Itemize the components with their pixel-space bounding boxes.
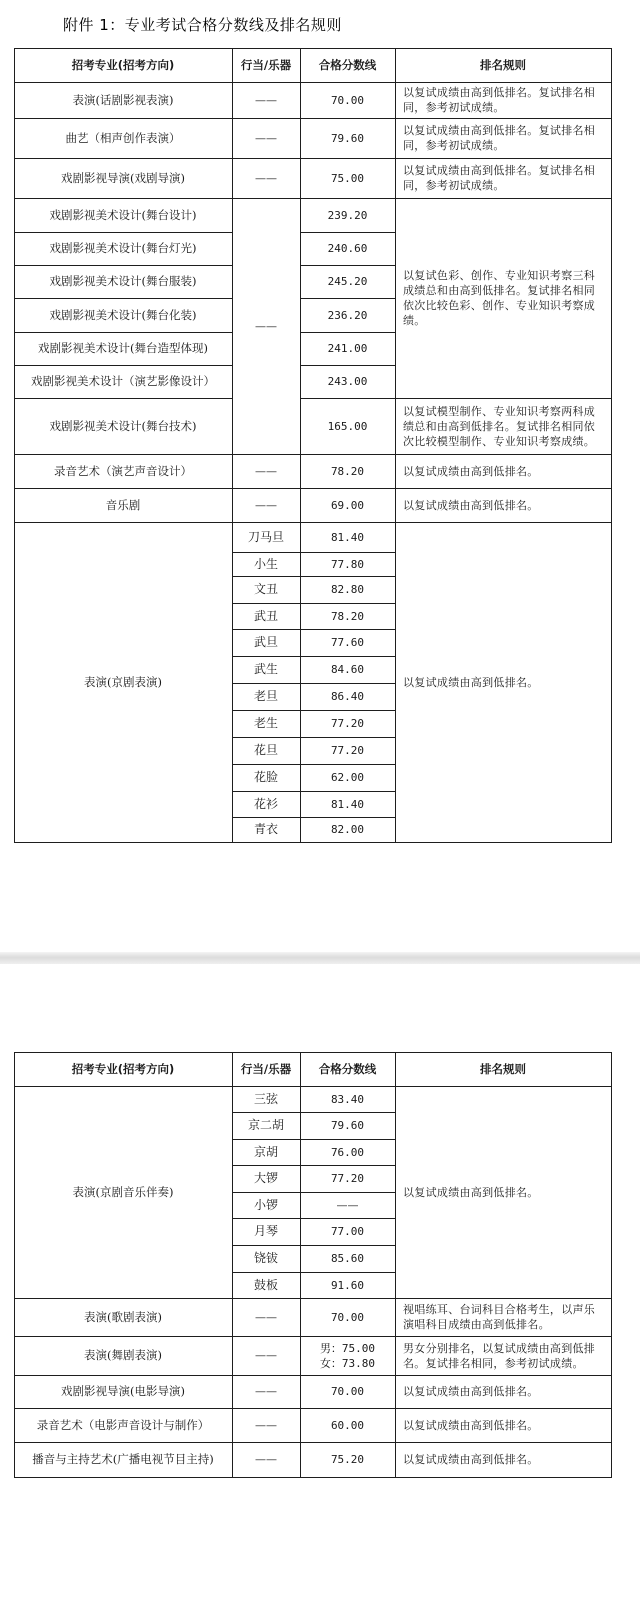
role-cell: —— bbox=[255, 171, 277, 185]
role-cell: 花脸 bbox=[253, 770, 278, 784]
role-cell: 京胡 bbox=[253, 1144, 278, 1159]
role-cell: 铙钹 bbox=[253, 1251, 278, 1265]
score-cell: 245.20 bbox=[327, 275, 368, 288]
role-cell: 老生 bbox=[253, 716, 278, 730]
score-cell: 81.40 bbox=[330, 530, 365, 544]
page-title: 附件 1：专业考试合格分数线及排名规则 bbox=[63, 16, 342, 34]
role-cell: 小锣 bbox=[253, 1197, 278, 1212]
major-cell: 戏剧影视导演(戏剧导演) bbox=[61, 170, 185, 185]
table-grid-line bbox=[14, 1336, 611, 1337]
role-cell: 大锣 bbox=[253, 1171, 278, 1185]
table-grid-line bbox=[14, 1052, 15, 1477]
rule-cell: 以复试成绩由高到低排名。 bbox=[403, 1385, 539, 1398]
table-grid-line bbox=[14, 1086, 611, 1087]
role-cell: —— bbox=[255, 1453, 277, 1466]
score-cell: 82.00 bbox=[330, 823, 365, 836]
table-header-role: 行当/乐器 bbox=[240, 57, 292, 72]
score-cell: 85.60 bbox=[330, 1252, 365, 1265]
table-grid-line bbox=[232, 1139, 395, 1140]
major-cell: 戏剧影视美术设计(舞台灯光) bbox=[49, 241, 197, 255]
role-cell: —— bbox=[255, 131, 277, 145]
table-grid-line bbox=[232, 1245, 395, 1246]
score-cell: 240.60 bbox=[327, 242, 368, 255]
role-cell: 花衫 bbox=[253, 796, 278, 811]
table-grid-line bbox=[14, 1375, 611, 1376]
role-cell: 花旦 bbox=[253, 743, 278, 757]
role-cell: 三弦 bbox=[253, 1091, 278, 1106]
major-cell: 音乐剧 bbox=[105, 497, 141, 512]
score-cell: 239.20 bbox=[327, 208, 368, 222]
rule-cell: 以复试成绩由高到低排名。 bbox=[403, 1418, 539, 1432]
table-grid-line bbox=[232, 1272, 395, 1273]
major-cell: 表演(舞剧表演) bbox=[84, 1348, 162, 1362]
table-header-major: 招考专业(招考方向) bbox=[71, 57, 175, 72]
score-cell: 77.60 bbox=[330, 636, 365, 649]
score-cell: 70.00 bbox=[330, 1310, 365, 1324]
score-cell: 91.60 bbox=[330, 1278, 365, 1292]
score-cell: 77.20 bbox=[330, 717, 365, 730]
rule-cell: 男女分别排名，以复试成绩由高到低排名。复试排名相同，参考初试成绩。 bbox=[403, 1341, 596, 1370]
rule-cell: 以复试成绩由高到低排名。 bbox=[403, 1185, 539, 1199]
table-grid-line bbox=[14, 1408, 611, 1409]
role-cell: —— bbox=[255, 319, 277, 333]
major-cell: 表演(京剧表演) bbox=[84, 674, 162, 689]
score-cell: 77.20 bbox=[330, 1172, 365, 1185]
score-cell: 70.00 bbox=[330, 93, 365, 107]
role-cell: 小生 bbox=[253, 556, 278, 571]
major-cell: 录音艺术（电影声音设计与制作） bbox=[36, 1417, 210, 1432]
role-cell: —— bbox=[255, 464, 277, 478]
major-cell: 录音艺术（演艺声音设计） bbox=[54, 463, 192, 478]
score-cell: 165.00 bbox=[327, 419, 368, 433]
table-grid-line bbox=[395, 1052, 396, 1477]
rule-cell: 以复试成绩由高到低排名。复试排名相同，参考初试成绩。 bbox=[403, 124, 596, 152]
role-cell: 刀马旦 bbox=[247, 529, 284, 544]
score-cell: 241.00 bbox=[327, 342, 368, 355]
table-header-score: 合格分数线 bbox=[318, 1061, 377, 1076]
major-cell: 戏剧影视美术设计(舞台化装) bbox=[49, 307, 197, 322]
role-cell: 武丑 bbox=[253, 608, 278, 623]
major-cell: 戏剧影视美术设计(舞台设计) bbox=[49, 207, 197, 222]
score-cell: 84.60 bbox=[330, 663, 365, 676]
score-cell: 男：75.00 女：73.80 bbox=[319, 1341, 376, 1370]
score-cell: 243.00 bbox=[327, 375, 368, 388]
rule-cell: 以复试成绩由高到低排名。 bbox=[403, 464, 539, 478]
role-cell: 武旦 bbox=[253, 635, 278, 649]
role-cell: —— bbox=[255, 1385, 277, 1398]
table-grid-line bbox=[611, 1052, 612, 1477]
score-cell: 62.00 bbox=[330, 771, 365, 784]
score-cell: 78.20 bbox=[330, 464, 365, 478]
role-cell: 青衣 bbox=[253, 822, 278, 836]
score-cell: 83.40 bbox=[330, 1092, 365, 1106]
rule-cell: 视唱练耳、台词科目合格考生，以声乐演唱科目成绩由高到低排名。 bbox=[403, 1303, 596, 1331]
table-grid-line bbox=[14, 1298, 611, 1299]
role-cell: 武生 bbox=[253, 662, 278, 676]
major-cell: 戏剧影视美术设计(舞台造型体现) bbox=[38, 341, 208, 355]
score-cell: 60.00 bbox=[330, 1418, 365, 1432]
role-cell: 鼓板 bbox=[253, 1277, 278, 1292]
major-cell: 表演(歌剧表演) bbox=[84, 1309, 162, 1324]
rule-cell: 以复试成绩由高到低排名。 bbox=[403, 498, 539, 512]
table-grid-line bbox=[14, 1477, 612, 1478]
rule-cell: 以复试成绩由高到低排名。复试排名相同，参考初试成绩。 bbox=[403, 86, 596, 114]
score-cell: 82.80 bbox=[330, 583, 365, 596]
major-cell: 戏剧影视美术设计(舞台服装) bbox=[49, 274, 197, 288]
table-header-score: 合格分数线 bbox=[318, 57, 377, 72]
score-cell: 76.00 bbox=[330, 1145, 365, 1159]
score-cell: 78.20 bbox=[330, 609, 365, 623]
score-cell: 70.00 bbox=[330, 1385, 365, 1398]
score-cell: 79.60 bbox=[330, 131, 365, 145]
rule-cell: 以复试模型制作、专业知识考察两科成绩总和由高到低排名。复试排名相同依次比较模型制作、专业知识考察成绩。 bbox=[403, 404, 596, 448]
score-cell: 236.20 bbox=[327, 308, 368, 322]
table-header-rule: 排名规则 bbox=[480, 1061, 526, 1076]
role-cell: 京二胡 bbox=[247, 1118, 284, 1132]
role-cell: —— bbox=[255, 1349, 277, 1362]
major-cell: 戏剧影视美术设计(舞台技术) bbox=[49, 418, 197, 433]
role-cell: —— bbox=[255, 1418, 277, 1432]
role-cell: 老旦 bbox=[253, 689, 278, 703]
score-cell: 69.00 bbox=[330, 498, 365, 512]
table-header-role: 行当/乐器 bbox=[240, 1061, 292, 1076]
table-grid-line bbox=[300, 1052, 301, 1477]
major-cell: 曲艺（相声创作表演） bbox=[65, 130, 181, 145]
score-cell: —— bbox=[336, 1198, 359, 1212]
rule-cell: 以复试成绩由高到低排名。复试排名相同，参考初试成绩。 bbox=[403, 164, 596, 192]
role-cell: —— bbox=[255, 498, 277, 512]
score-cell: 79.60 bbox=[330, 1119, 365, 1132]
major-cell: 表演(京剧音乐伴奏) bbox=[72, 1184, 174, 1199]
score-cell: 75.00 bbox=[330, 171, 365, 185]
score-cell: 81.40 bbox=[330, 797, 365, 811]
score-cell: 77.80 bbox=[330, 557, 365, 571]
rule-cell: 以复试成绩由高到低排名。 bbox=[403, 1453, 539, 1466]
major-cell: 戏剧影视导演(电影导演) bbox=[61, 1384, 185, 1398]
table-header-major: 招考专业(招考方向) bbox=[71, 1061, 175, 1076]
major-cell: 戏剧影视美术设计（演艺影像设计） bbox=[31, 374, 215, 388]
role-cell: 文丑 bbox=[253, 582, 278, 596]
role-cell: —— bbox=[255, 1310, 277, 1324]
table-grid-line bbox=[14, 1442, 611, 1443]
major-cell: 播音与主持艺术(广播电视节目主持) bbox=[32, 1452, 214, 1466]
score-cell: 75.20 bbox=[330, 1453, 365, 1466]
table-grid-line bbox=[232, 1192, 395, 1193]
role-cell: —— bbox=[255, 93, 277, 107]
table-grid-line bbox=[232, 1165, 395, 1166]
rule-cell: 以复试成绩由高到低排名。 bbox=[403, 675, 539, 689]
role-cell: 月琴 bbox=[253, 1224, 278, 1238]
score-cell: 77.20 bbox=[330, 744, 365, 757]
table-grid-line bbox=[232, 1052, 233, 1477]
score-cell: 77.00 bbox=[330, 1225, 365, 1238]
major-cell: 表演(话剧影视表演) bbox=[72, 92, 174, 107]
table-grid-line bbox=[232, 1112, 395, 1113]
table-header-rule: 排名规则 bbox=[480, 57, 526, 72]
score-cell: 86.40 bbox=[330, 690, 365, 703]
rule-cell: 以复试色彩、创作、专业知识考察三科成绩总和由高到低排名。复试排名相同依次比较色彩、创作、专业知识考察成绩。 bbox=[403, 269, 596, 327]
table-grid-line bbox=[14, 1052, 612, 1053]
table-grid-line bbox=[232, 1218, 395, 1219]
